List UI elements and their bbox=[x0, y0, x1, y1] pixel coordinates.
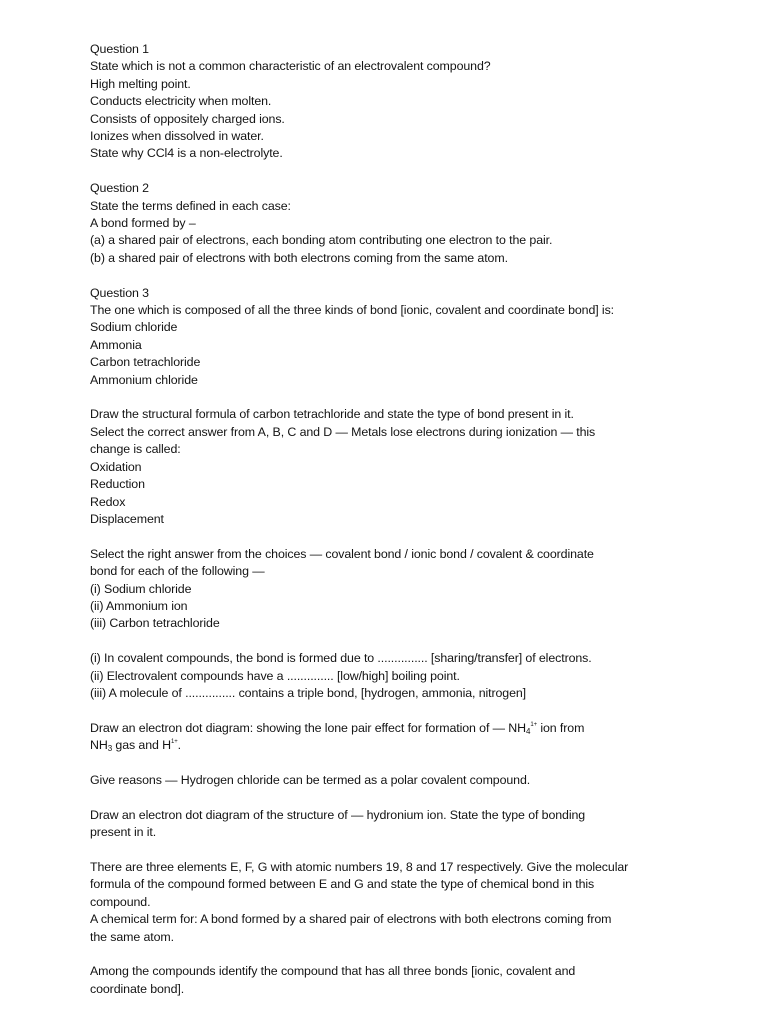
question-2 bbox=[90, 180, 698, 267]
text-line: A chemical term for: A bond formed by a shared pair of electrons with both electrons coming from bbox=[90, 912, 612, 927]
text-line: Select the right answer from the choices — covalent bond / ionic bond / covalent & coordinate bbox=[90, 546, 594, 561]
option-line: Conducts electricity when molten. bbox=[90, 94, 272, 109]
text-line: Among the compounds identify the compound that has all three bonds [ionic, covalent and bbox=[90, 964, 576, 979]
superscript: 1+ bbox=[530, 721, 538, 728]
question-block-7 bbox=[90, 720, 698, 755]
superscript: 1+ bbox=[171, 739, 178, 746]
text-line: Select the correct answer from A, B, C and D — Metals lose electrons during ionization — this bbox=[90, 424, 596, 439]
question-block-5 bbox=[90, 546, 698, 633]
text-line: State the terms defined in each case: bbox=[90, 198, 291, 213]
text-line: bond for each of the following — bbox=[90, 564, 265, 579]
text-line: present in it. bbox=[90, 825, 157, 840]
text-line bbox=[90, 737, 698, 754]
text-line: (ii) Electrovalent compounds have a .............. [low/high] boiling point. bbox=[90, 668, 460, 683]
text-line: change is called: bbox=[90, 442, 181, 457]
subscript: 3 bbox=[107, 744, 113, 754]
text-line: A bond formed by – bbox=[90, 216, 196, 231]
text-line: Draw the structural formula of carbon tetrachloride and state the type of bond present in it. bbox=[90, 407, 574, 422]
text-line: (a) a shared pair of electrons, each bonding atom contributing one electron to the pair. bbox=[90, 233, 553, 248]
text-fragment: NH bbox=[90, 738, 108, 753]
option-line: Consists of oppositely charged ions. bbox=[90, 111, 285, 126]
question-heading: Question 2 bbox=[90, 181, 149, 196]
question-1 bbox=[90, 41, 698, 163]
text-fragment: . bbox=[177, 738, 181, 753]
text-line: There are three elements E, F, G with atomic numbers 19, 8 and 17 respectively. Give the molecular bbox=[90, 859, 629, 874]
question-block-10 bbox=[90, 859, 698, 946]
text-line: formula of the compound formed between E and G and state the type of chemical bond in this bbox=[90, 877, 595, 892]
question-3 bbox=[90, 285, 698, 389]
question-block-9 bbox=[90, 807, 698, 842]
question-block-8 bbox=[90, 772, 698, 789]
option-line: (iii) Carbon tetrachloride bbox=[90, 616, 220, 631]
question-heading: Question 1 bbox=[90, 42, 149, 56]
question-block-6 bbox=[90, 650, 698, 702]
subscript: 4 bbox=[526, 726, 531, 736]
question-block-4 bbox=[90, 406, 698, 528]
question-block-11 bbox=[90, 963, 698, 998]
option-line: Oxidation bbox=[90, 459, 142, 474]
text-line: (b) a shared pair of electrons with both electrons coming from the same atom. bbox=[90, 250, 508, 265]
text-line: The one which is composed of all the three kinds of bond [ionic, covalent and coordinate bond] is: bbox=[90, 303, 615, 318]
option-line: Ammonia bbox=[90, 337, 142, 352]
text-line: State which is not a common characteristic of an electrovalent compound? bbox=[90, 59, 491, 74]
text-line: coordinate bond]. bbox=[90, 981, 185, 996]
text-fragment: ion from bbox=[537, 720, 585, 735]
question-heading: Question 3 bbox=[90, 285, 149, 300]
text-line: (i) In covalent compounds, the bond is formed due to ............... [sharing/transfer] of electrons. bbox=[90, 651, 592, 666]
option-line: (ii) Ammonium ion bbox=[90, 598, 188, 613]
option-line: Sodium chloride bbox=[90, 320, 178, 335]
text-line: (iii) A molecule of ............... contains a triple bond, [hydrogen, ammonia, nitrogen] bbox=[90, 685, 527, 700]
text-fragment: gas and H bbox=[112, 738, 171, 753]
option-line: Ammonium chloride bbox=[90, 372, 198, 387]
text-line: Draw an electron dot diagram of the structure of — hydronium ion. State the type of bonding bbox=[90, 807, 586, 822]
option-line: (i) Sodium chloride bbox=[90, 581, 192, 596]
text-line bbox=[90, 720, 698, 737]
option-line: Displacement bbox=[90, 511, 164, 526]
text-line: compound. bbox=[90, 894, 151, 909]
option-line: Reduction bbox=[90, 477, 145, 492]
option-line: Carbon tetrachloride bbox=[90, 355, 201, 370]
text-line: Give reasons — Hydrogen chloride can be termed as a polar covalent compound. bbox=[90, 772, 531, 787]
option-line: Redox bbox=[90, 494, 126, 509]
text-line: State why CCl4 is a non-electrolyte. bbox=[90, 146, 283, 161]
text-fragment: Draw an electron dot diagram: showing the lone pair effect for formation of — NH bbox=[90, 720, 526, 735]
option-line: Ionizes when dissolved in water. bbox=[90, 129, 264, 144]
text-line: the same atom. bbox=[90, 929, 174, 944]
option-line: High melting point. bbox=[90, 76, 191, 91]
